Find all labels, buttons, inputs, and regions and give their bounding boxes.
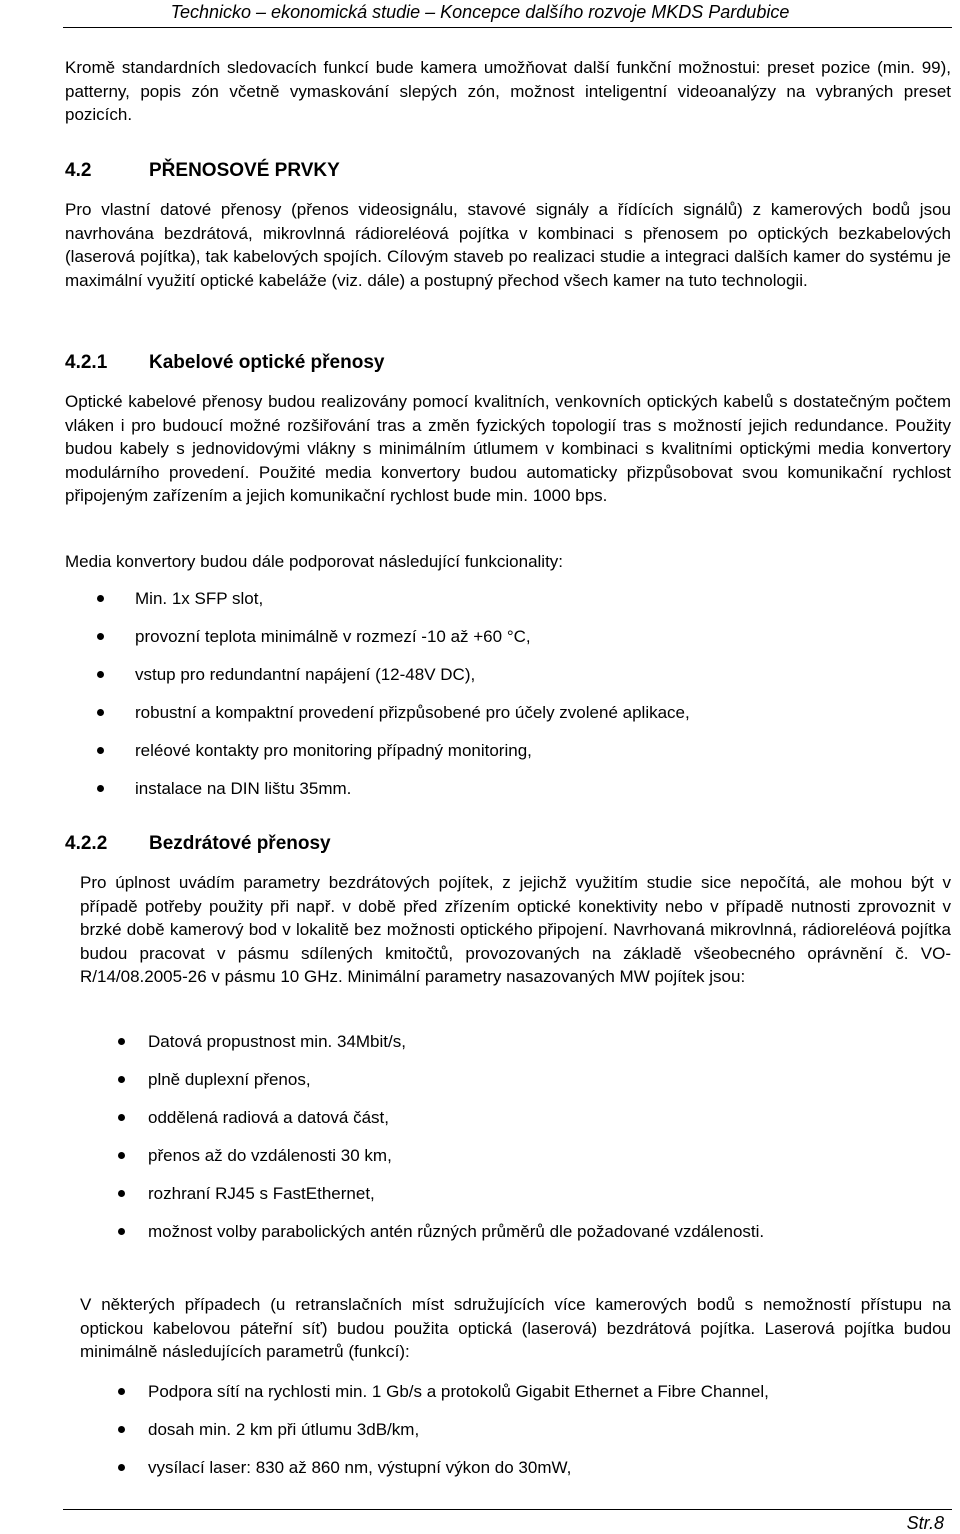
- page-number: Str.8: [906, 1513, 944, 1533]
- bullet-icon: [118, 1190, 125, 1197]
- laser-link-body: [80, 1293, 951, 1364]
- list-item: dosah min. 2 km při útlumu 3dB/km,: [80, 1418, 951, 1456]
- footer-divider: [63, 1509, 952, 1510]
- bullet-icon: [118, 1388, 125, 1395]
- section-4-2-2-body: [80, 871, 951, 989]
- section-4-2-2-heading: [65, 832, 951, 856]
- bullet-icon: [118, 1228, 125, 1235]
- list-item: Podpora sítí na rychlosti min. 1 Gb/s a protokolů Gigabit Ethernet a Fibre Channel,: [80, 1380, 951, 1418]
- subsection-number: 4.2.1: [65, 352, 108, 373]
- list-item: Datová propustnost min. 34Mbit/s,: [80, 1030, 951, 1068]
- intro-paragraph: Kromě standardních sledovacích funkcí bude kamera umožňovat další funkční možnostui: preset pozice (min. 99), patterny, popis zón včetně vymaskování slepých zón, možnost inteligentní videoanalýzy na vybraných preset pozicích.: [65, 58, 951, 124]
- section-4-2-paragraph: Pro vlastní datové přenosy (přenos videosignálu, stavové signály a řídících signálů) z kamerových bodů jsou navrhována bezdrátová, mikrovlnná rádioreléová pojítka v kombinaci s přenosem po optických bezkabelových (laserová pojítka), tak kabelových spojích. Cílovým staveb po realizaci studie a integraci dalších kamer do systému je maximální využití optické kabeláže (viz. dále) a postupný přechod všech kamer na tuto technologii.: [65, 200, 951, 290]
- list-item: plně duplexní přenos,: [80, 1068, 951, 1106]
- media-converter-lead: Media konvertory budou dále podporovat následující funkcionality:: [65, 552, 564, 571]
- section-4-2-2-paragraph: Pro úplnost uvádím parametry bezdrátových pojítek, z jejichž využitím studie sice nepočítá, ale mohou být v případě potřeby použity při např. v době před zřízením optické konektivity nebo v případě nutnosti zprovoznit v brzké době kamerový bod v lokalitě bez možnosti optického připojení. Navrhovaná mikrovlnná, rádioreléová pojítka budou pracovat v pásmu sdílených kmitočtů, provozovaných na základě všeobecného oprávnění č. VO-R/14/08.2005-26 v pásmu 10 GHz. Minimální parametry nasazovaných MW pojítek jsou:: [80, 873, 951, 986]
- list-item: přenos až do vzdálenosti 30 km,: [80, 1144, 951, 1182]
- list-item: robustní a kompaktní provedení přizpůsobené pro účely zvolené aplikace,: [65, 701, 951, 739]
- page-header: Technicko – ekonomická studie – Koncepce dalšího rozvoje MKDS Pardubice: [170, 2, 790, 22]
- laser-link-params-list: [80, 1380, 951, 1494]
- section-4-2-body: [65, 198, 951, 292]
- bullet-icon: [97, 671, 104, 678]
- list-item: vysílací laser: 830 až 860 nm, výstupní výkon do 30mW,: [80, 1456, 951, 1494]
- section-4-2-1-heading: [65, 351, 951, 375]
- bullet-icon: [118, 1426, 125, 1433]
- bullet-icon: [97, 785, 104, 792]
- bullet-icon: [97, 633, 104, 640]
- list-item: Min. 1x SFP slot,: [65, 587, 951, 625]
- mw-link-params-list: [80, 1030, 951, 1258]
- section-4-2-heading: [65, 159, 951, 183]
- list-item: oddělená radiová a datová část,: [80, 1106, 951, 1144]
- bullet-icon: [118, 1038, 125, 1045]
- bullet-icon: [97, 709, 104, 716]
- subsection-title: Bezdrátové přenosy: [149, 833, 331, 854]
- list-item: reléové kontakty pro monitoring případný monitoring,: [65, 739, 951, 777]
- subsection-number: 4.2.2: [65, 833, 108, 854]
- bullet-icon: [118, 1464, 125, 1471]
- bullet-icon: [97, 595, 104, 602]
- bullet-icon: [97, 747, 104, 754]
- media-converter-list: [65, 587, 951, 815]
- list-item: možnost volby parabolických antén různých průměrů dle požadované vzdálenosti.: [80, 1220, 951, 1258]
- list-item: rozhraní RJ45 s FastEthernet,: [80, 1182, 951, 1220]
- bullet-icon: [118, 1114, 125, 1121]
- list-item: instalace na DIN lištu 35mm.: [65, 777, 951, 815]
- subsection-title: Kabelové optické přenosy: [149, 352, 385, 373]
- section-4-2-1-paragraph: Optické kabelové přenosy budou realizovány pomocí kvalitních, venkovních optických kabelů s dostatečným počtem vláken i pro budoucí možné rozšiřování tras a změn fyzických topologií tras s možností jejich redundance. Použity budou kabely s jednovidovými vlákny s minimálním útlumem v kombinaci s kvalitními optickými media konvertory modulárního provedení. Použité media konvertory budou automaticky přizpůsobovat svou komunikační rychlost připojeným zařízením a jejich komunikační rychlost bude min. 1000 bps.: [65, 392, 951, 505]
- laser-link-paragraph: V některých případech (u retranslačních míst sdružujících více kamerových bodů s nemožností přístupu na optickou kabelovou páteřní síť) budou použita optická (laserová) bezdrátová pojítka. Laserová pojítka budou minimálně následujících parametrů (funkcí):: [80, 1295, 951, 1361]
- list-item: provozní teplota minimálně v rozmezí -10 až +60 °C,: [65, 625, 951, 663]
- section-title: PŘENOSOVÉ PRVKY: [149, 160, 340, 181]
- bullet-icon: [118, 1152, 125, 1159]
- intro-block: [65, 56, 951, 127]
- section-4-2-1-body: [65, 390, 951, 508]
- bullet-icon: [118, 1076, 125, 1083]
- header-divider: [63, 27, 952, 28]
- section-number: 4.2: [65, 160, 92, 181]
- list-item: vstup pro redundantní napájení (12-48V DC),: [65, 663, 951, 701]
- section-4-2-1-lead: [65, 550, 951, 574]
